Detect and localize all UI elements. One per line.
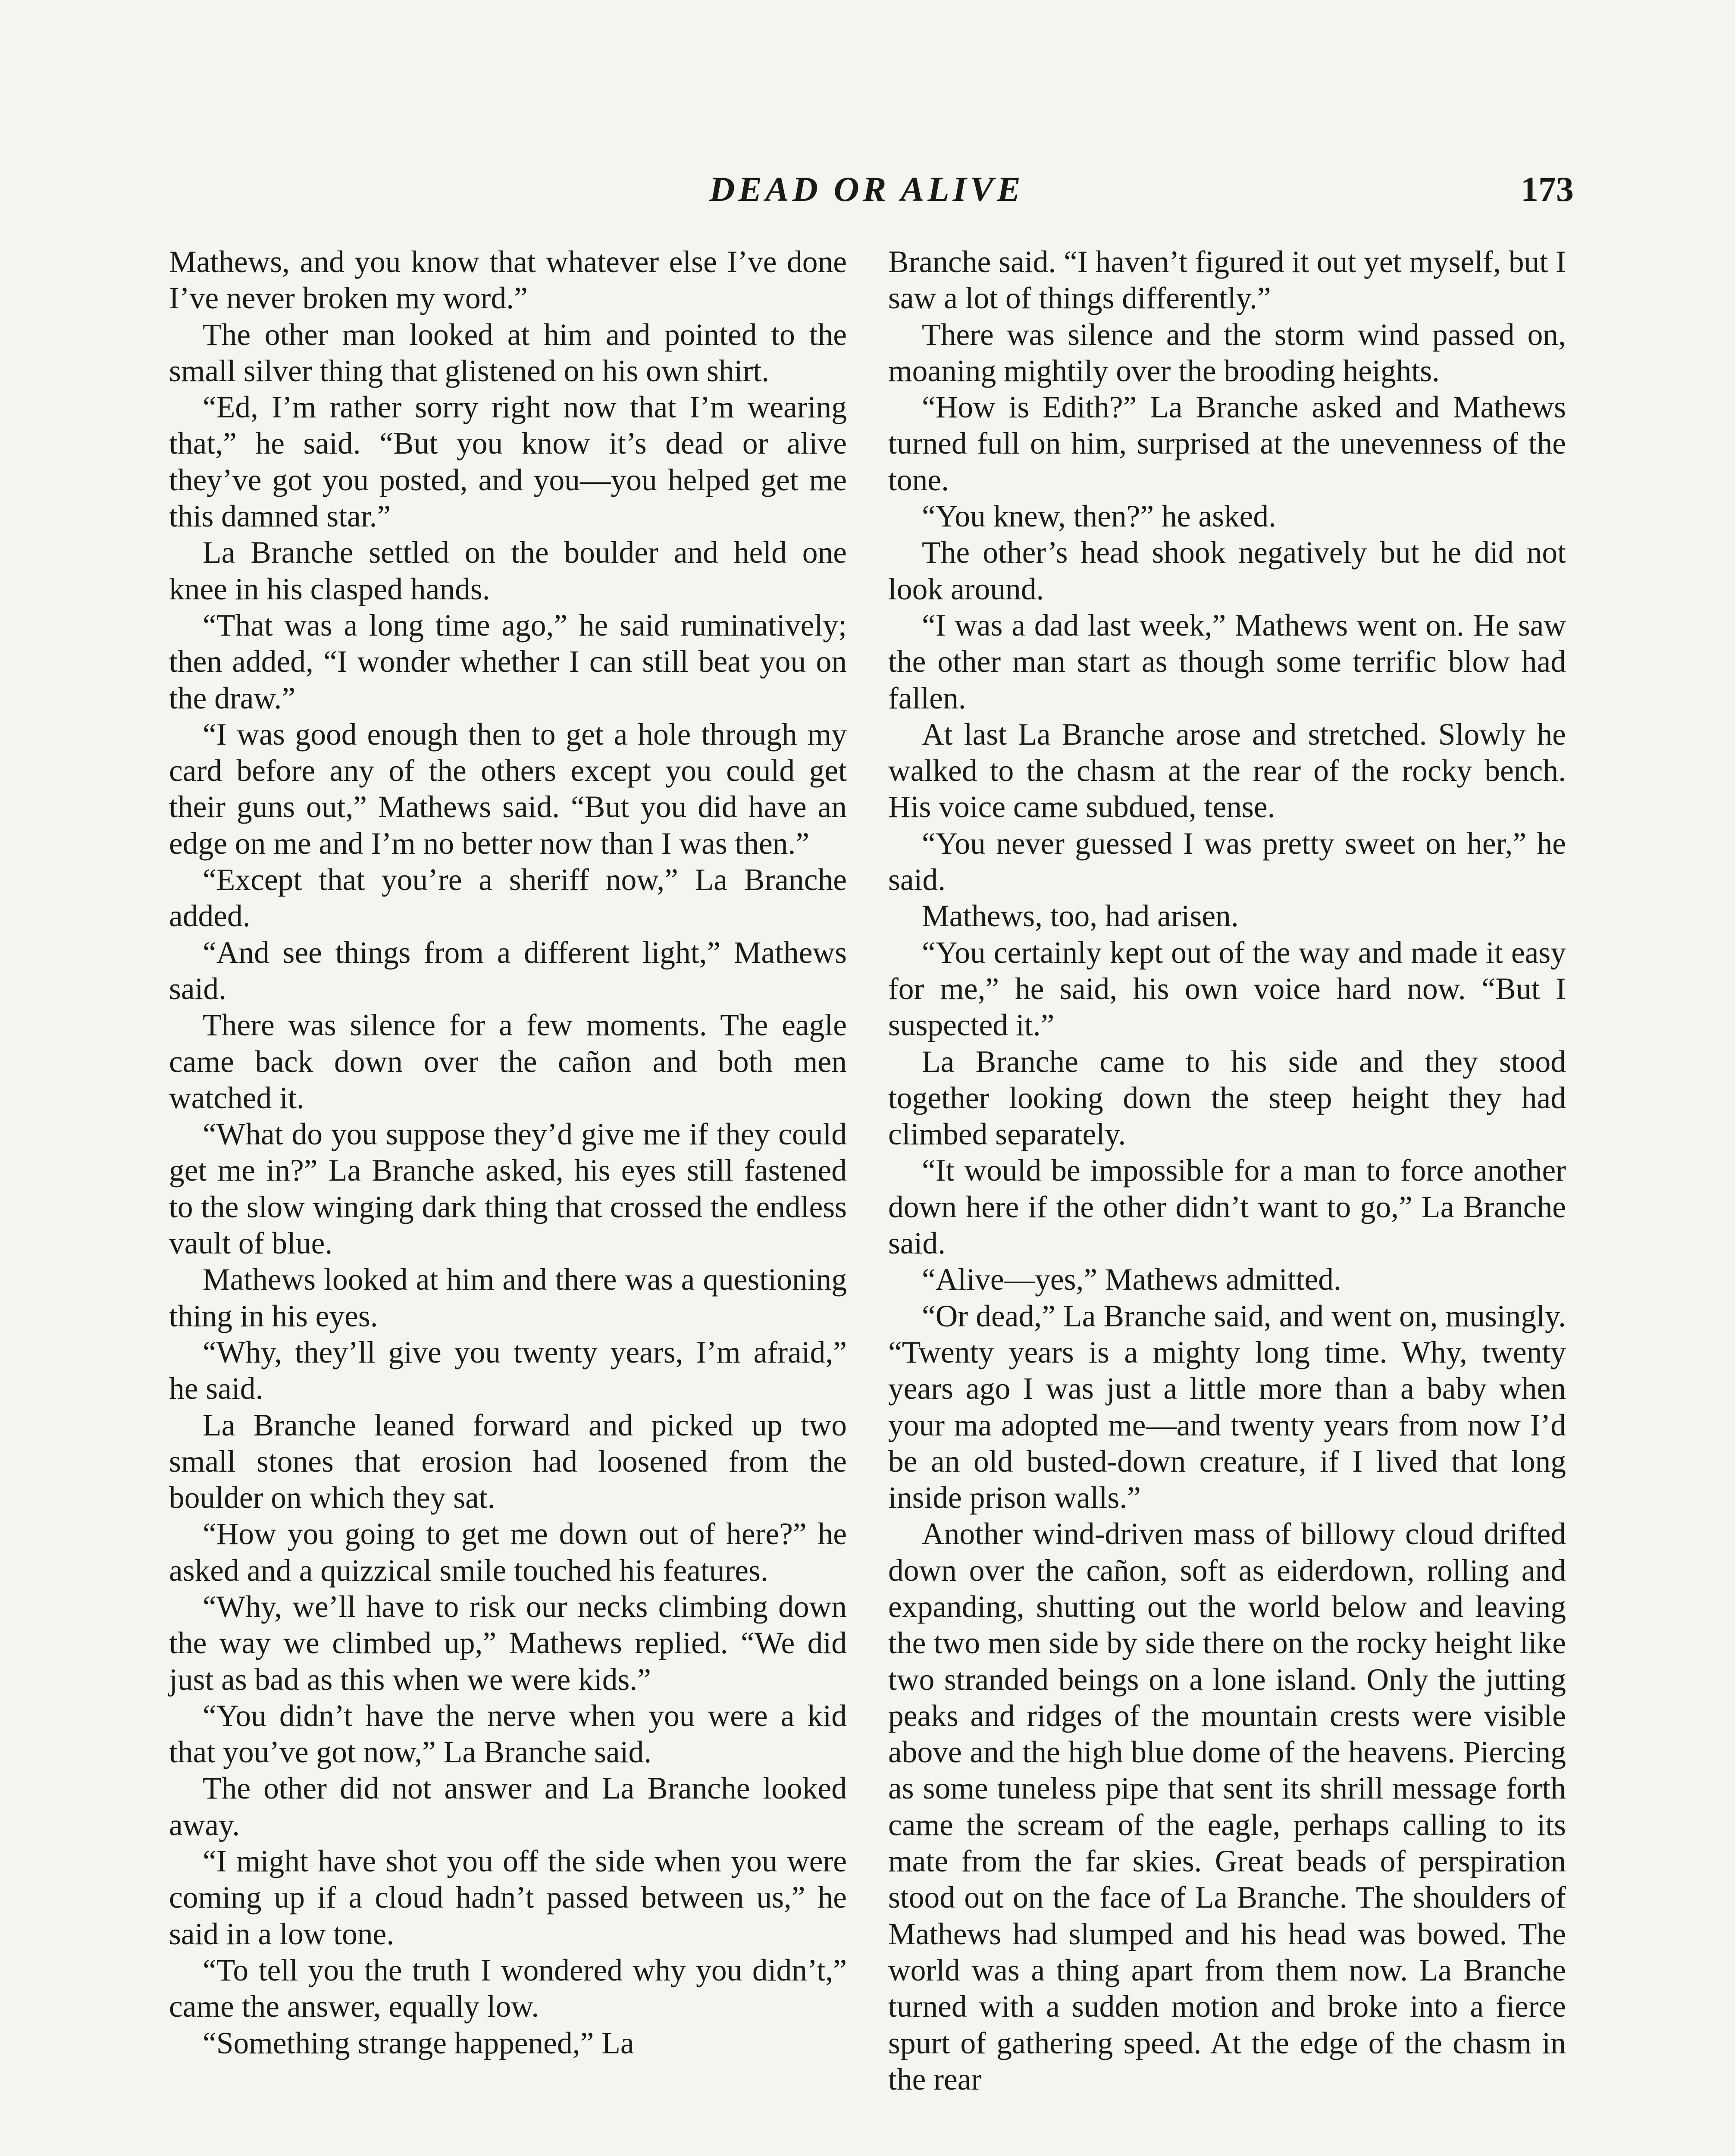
paragraph: “Alive—yes,” Mathews admitted. [922,1263,1341,1297]
paragraph: “Ed, I’m rather sorry right now that I’m wearing that,” he said. “But you know it’s dead or alive they’ve got you posted, and you—you helped get me this damned star.” [169,390,847,534]
paragraph: “I was a dad last week,” Mathews went on. He saw the other man start as though some terrific blow had fallen. [888,608,1566,715]
paragraph: “How you going to get me down out of here?” he asked and a quizzical smile touched his features. [169,1517,847,1588]
paragraph: La Branche came to his side and they stood together looking down the steep height they had climbed separately. [888,1044,1566,1152]
paragraph: “I was good enough then to get a hole through my card before any of the others except you could get their guns out,” Mathews said. “But you did have an edge on me and I’m no better now than I was then.” [169,717,847,861]
paragraph: La Branche settled on the boulder and held one knee in his clasped hands. [169,536,847,606]
left-column [169,244,847,2062]
paragraph: “It would be impossible for a man to force another down here if the other didn’t want to go,” La Branche said. [888,1153,1566,1261]
paragraph: “What do you suppose they’d give me if they could get me in?” La Branche asked, his eyes still fastened to the slow winging dark thing that crossed the endless vault of blue. [169,1117,847,1261]
paragraph: La Branche leaned forward and picked up two small stones that erosion had loosened from the boulder on which they sat. [169,1408,847,1515]
paragraph: Branche said. “I haven’t figured it out yet myself, but I saw a lot of things differently.” [888,245,1566,316]
paragraph: The other did not answer and La Branche looked away. [169,1771,847,1842]
paragraph: There was silence and the storm wind passed on, moaning mightily over the brooding heights. [888,317,1566,388]
paragraph: “How is Edith?” La Branche asked and Mathews turned full on him, surprised at the unevenness of the tone. [888,390,1566,497]
right-column [888,244,1566,2098]
running-title: DEAD OR ALIVE [709,169,1024,209]
paragraph: “And see things from a different light,” Mathews said. [169,935,847,1006]
paragraph: The other’s head shook negatively but he did not look around. [888,536,1566,606]
paragraph: “You certainly kept out of the way and made it easy for me,” he said, his own voice hard now. “But I suspected it.” [888,935,1566,1043]
paragraph: There was silence for a few moments. The eagle came back down over the cañon and both men watched it. [169,1008,847,1115]
paragraph: “Something strange happened,” La [203,2026,634,2060]
paragraph: The other man looked at him and pointed to the small silver thing that glistened on his own shirt. [169,317,847,388]
paragraph: “I might have shot you off the side when you were coming up if a cloud hadn’t passed between us,” he said in a low tone. [169,1844,847,1951]
paragraph: Another wind-driven mass of billowy cloud drifted down over the cañon, soft as eiderdown, rolling and expanding, shutting out the world below and leaving the two men side by side there on the rocky height like two stranded beings on a lone island. Only the jutting peaks and ridges of the mountain crests were visible above and the high blue dome of the heavens. Piercing as some tuneless pipe that sent its shrill message forth came the scream of the eagle, perhaps calling to its mate from the far skies. Great beads of perspiration stood out on the face of La Branche. The shoulders of Mathews had slumped and his head was bowed. The world was a thing apart from them now. La Branche turned with a sudden motion and broke into a fierce spurt of gathering speed. At the edge of the chasm in the rear [888,1517,1566,2096]
page-number: 173 [1521,169,1574,209]
paragraph: “Why, we’ll have to risk our necks climbing down the way we climbed up,” Mathews replied. “We did just as bad as this when we were kids.” [169,1589,847,1697]
paragraph: “You didn’t have the nerve when you were a kid that you’ve got now,” La Branche said. [169,1698,847,1770]
paragraph: At last La Branche arose and stretched. Slowly he walked to the chasm at the rear of the rocky bench. His voice came subdued, tense. [888,717,1566,824]
paragraph: Mathews, too, had arisen. [922,899,1239,934]
paragraph: “To tell you the truth I wondered why you didn’t,” came the answer, equally low. [169,1953,847,2024]
paragraph: “Except that you’re a sheriff now,” La Branche added. [169,863,847,934]
paragraph: “Or dead,” La Branche said, and went on, musingly. “Twenty years is a mighty long time. Why, twenty years ago I was just a little more than a baby when your ma adopted me—and twenty years from now I’d be an old busted-down creature, if I lived that long inside prison walls.” [888,1299,1566,1515]
paragraph: “You never guessed I was pretty sweet on her,” he said. [888,826,1566,897]
paragraph: “That was a long time ago,” he said ruminatively; then added, “I wonder whether I can still beat you on the draw.” [169,608,847,715]
paragraph: Mathews looked at him and there was a questioning thing in his eyes. [169,1263,847,1333]
running-head [168,166,1574,213]
paragraph: “You knew, then?” he asked. [922,499,1277,534]
paragraph: “Why, they’ll give you twenty years, I’m afraid,” he said. [169,1335,847,1406]
paragraph: Mathews, and you know that whatever else I’ve done I’ve never broken my word.” [169,245,847,316]
